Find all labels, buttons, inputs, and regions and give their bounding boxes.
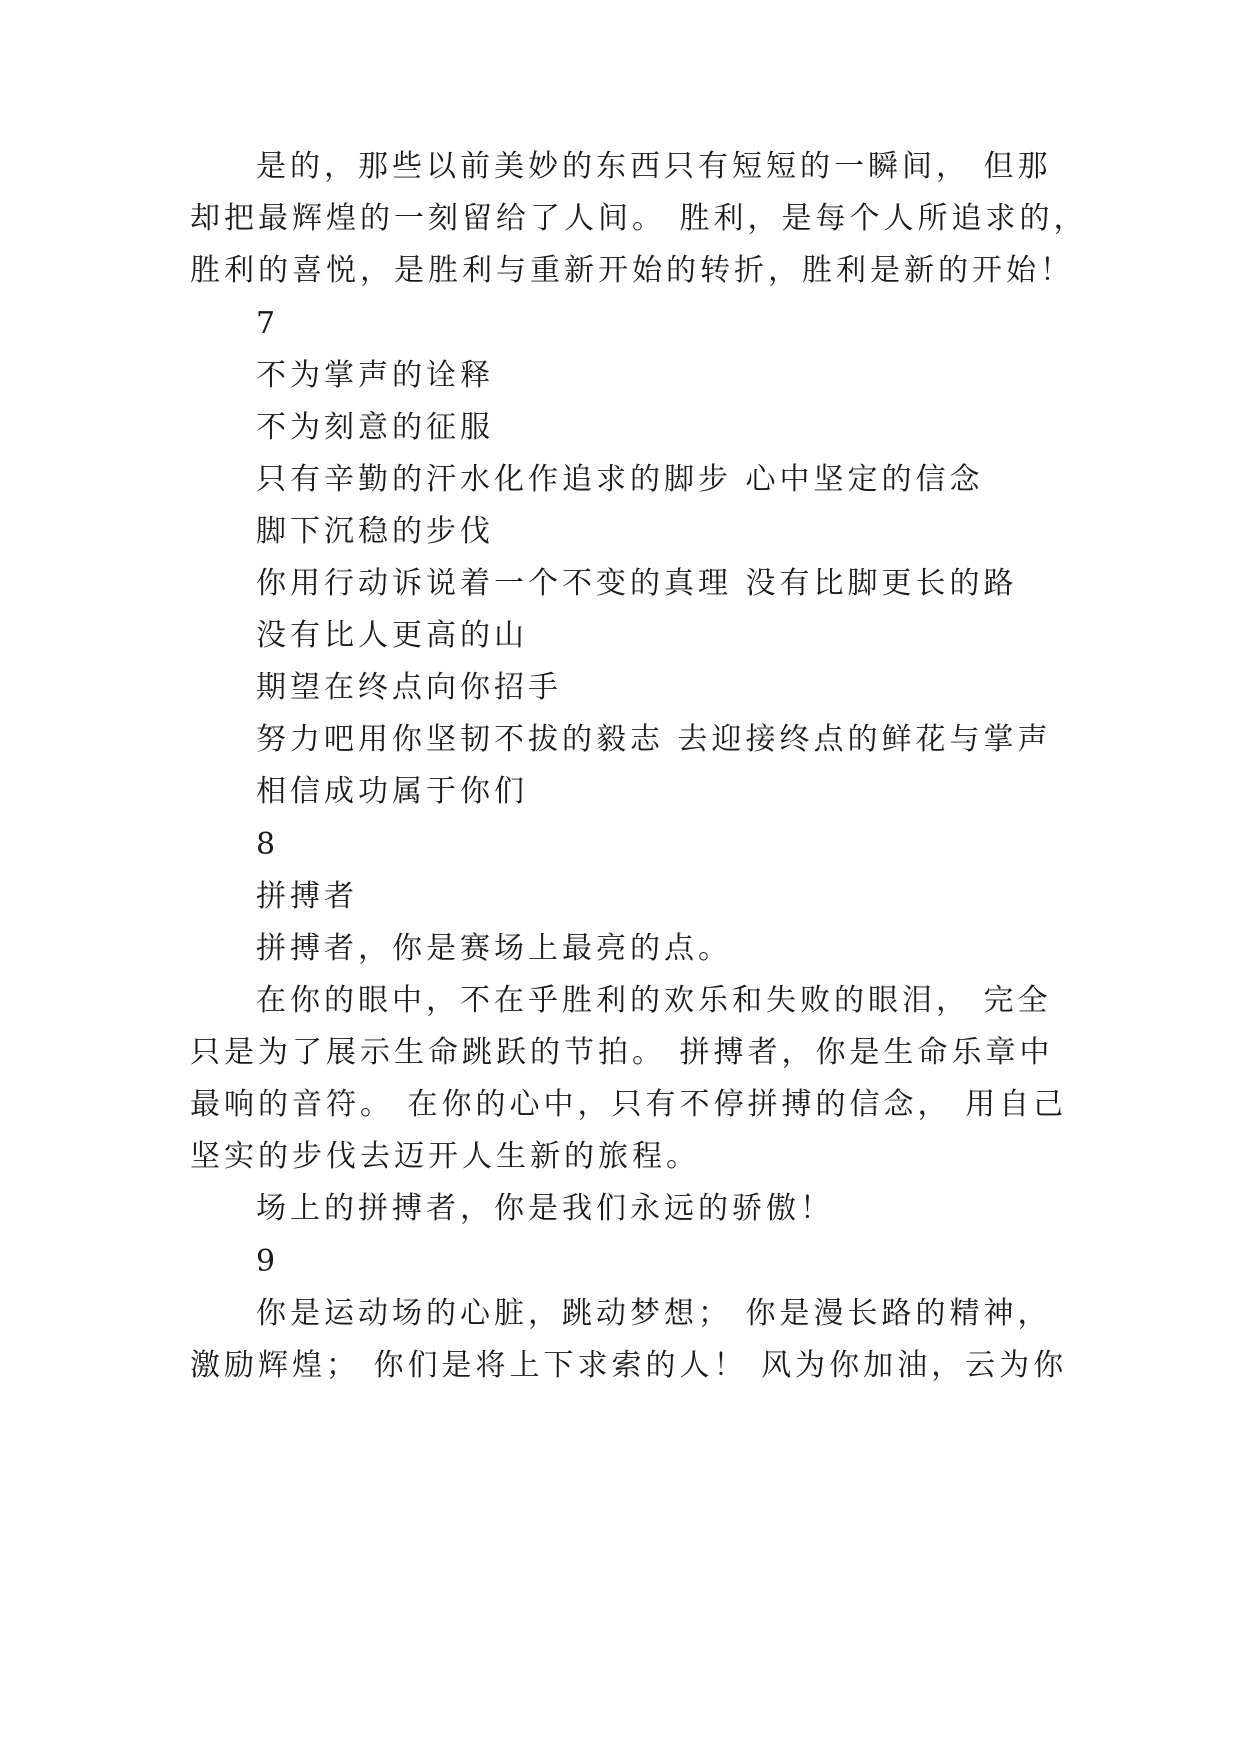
paragraph-line: 在你的眼中，不在乎胜利的欢乐和失败的眼泪， 完全 (256, 983, 1052, 1018)
poem-line: 你用行动诉说着一个不变的真理 没有比脚更长的路 (256, 566, 1018, 601)
poem-line: 不为掌声的诠释 (256, 358, 494, 393)
paragraph-line: 是的，那些以前美妙的东西只有短短的一瞬间， 但那 (256, 149, 1052, 184)
paragraph-line: 只是为了展示生命跳跃的节拍。 拼搏者，你是生命乐章中 (190, 1035, 1054, 1070)
paragraph-line: 却把最辉煌的一刻留给了人间。 胜利，是每个人所追求的， (190, 201, 1088, 236)
paragraph-line: 激励辉煌； 你们是将上下求索的人！ 风为你加油，云为你 (190, 1348, 1068, 1383)
poem-line: 脚下沉稳的步伐 (256, 514, 494, 549)
paragraph-line: 你是运动场的心脏，跳动梦想； 你是漫长路的精神， (256, 1296, 1052, 1331)
poem-line: 努力吧用你坚韧不拔的毅志 去迎接终点的鲜花与掌声 (256, 722, 1052, 757)
section-number: 7 (256, 306, 276, 341)
section-title: 拼搏者 (256, 879, 358, 914)
poem-line: 期望在终点向你招手 (256, 670, 562, 705)
paragraph-line: 最响的音符。 在你的心中，只有不停拼搏的信念， 用自己 (190, 1087, 1068, 1122)
paragraph-line: 场上的拼搏者，你是我们永远的骄傲！ (256, 1191, 834, 1226)
poem-line: 相信成功属于你们 (256, 774, 528, 809)
paragraph-line: 胜利的喜悦，是胜利与重新开始的转折，胜利是新的开始！ (190, 253, 1074, 288)
section-number: 9 (256, 1244, 276, 1279)
poem-line: 没有比人更高的山 (256, 618, 528, 653)
paragraph-line: 拼搏者，你是赛场上最亮的点。 (256, 931, 732, 966)
poem-line: 只有辛勤的汗水化作追求的脚步 心中坚定的信念 (256, 462, 984, 497)
paragraph-line: 坚实的步伐去迈开人生新的旅程。 (190, 1139, 700, 1174)
section-number: 8 (256, 827, 276, 862)
poem-line: 不为刻意的征服 (256, 410, 494, 445)
